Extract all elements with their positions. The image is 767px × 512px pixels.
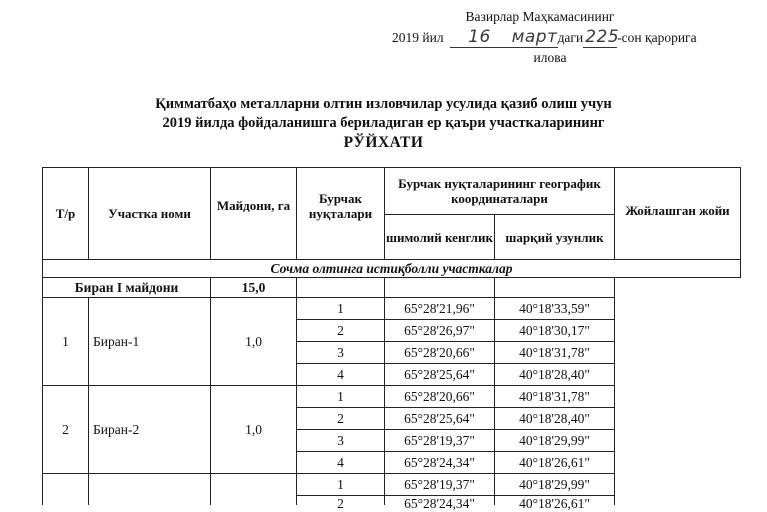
row-number: 1	[62, 334, 69, 349]
annex-day: 16	[450, 28, 510, 48]
row-area: 1,0	[245, 334, 262, 349]
point-number: 1	[337, 389, 344, 404]
annex-ministry: Вазирлар Маҳкамасининг	[465, 9, 615, 24]
col-header-coordinates: Бурчак нуқталарининг географик координаталари	[398, 176, 601, 206]
col-header-location: Жойлашган жойи	[625, 202, 730, 218]
col-header-longitude: шарқий узунлик	[505, 229, 604, 245]
point-number: 2	[337, 496, 344, 511]
point-number: 3	[337, 433, 344, 448]
point-longitude: 40°18'29,99"	[519, 477, 590, 492]
point-longitude: 40°18'28,40"	[519, 411, 590, 426]
section-title: Сочма олтинга истиқболли участкалар	[270, 261, 513, 276]
annex-year: 2019 йил	[392, 30, 444, 45]
point-longitude: 40°18'26,61"	[519, 496, 590, 511]
row-area: 1,0	[245, 422, 262, 437]
point-latitude: 65°28'19,37"	[404, 477, 475, 492]
annex-suffix: -сон қарорига	[617, 30, 697, 45]
point-longitude: 40°18'29,99"	[519, 433, 590, 448]
point-number: 2	[337, 323, 344, 338]
col-header-area: Майдони, га	[216, 197, 291, 213]
point-number: 4	[337, 455, 344, 470]
point-longitude: 40°18'31,78"	[519, 345, 590, 360]
point-latitude: 65°28'25,64"	[404, 411, 475, 426]
point-latitude: 65°28'20,66"	[404, 345, 475, 360]
col-header-latitude: шимолий кенглик	[386, 229, 493, 245]
row-site-name: Биран-2	[93, 422, 140, 437]
point-number: 1	[337, 477, 344, 492]
point-latitude: 65°28'24,34"	[404, 496, 475, 511]
point-latitude: 65°28'21,96"	[404, 301, 475, 316]
document-title-line2: 2019 йилда фойдаланишга бериладиган ер қаъри участкаларининг	[162, 115, 605, 131]
document-title-line1: Қимматбаҳо металларни олтин изловчилар усулида қазиб олиш учун	[155, 96, 612, 112]
row-number: 2	[62, 422, 69, 437]
point-longitude: 40°18'31,78"	[519, 389, 590, 404]
point-number: 2	[337, 411, 344, 426]
point-latitude: 65°28'19,37"	[404, 433, 475, 448]
point-number: 3	[337, 345, 344, 360]
annex-label: илова	[533, 50, 567, 65]
document-title-heading: РЎЙХАТИ	[343, 134, 424, 151]
point-number: 1	[337, 301, 344, 316]
point-longitude: 40°18'28,40"	[519, 367, 590, 382]
point-longitude: 40°18'33,59"	[519, 301, 590, 316]
annex-middle: даги	[557, 30, 584, 45]
point-latitude: 65°28'25,64"	[404, 367, 475, 382]
point-latitude: 65°28'24,34"	[404, 455, 475, 470]
annex-month: март	[511, 27, 558, 47]
annex-number: 225	[585, 27, 620, 47]
annex-resolution-line	[392, 27, 712, 48]
col-header-number: Т/р	[55, 206, 76, 221]
point-latitude: 65°28'20,66"	[404, 389, 475, 404]
point-longitude: 40°18'30,17"	[519, 323, 590, 338]
group-area: 15,0	[241, 280, 266, 295]
group-name: Биран I майдони	[74, 280, 179, 295]
point-number: 4	[337, 367, 344, 382]
row-site-name: Биран-1	[93, 334, 140, 349]
col-header-name: Участка номи	[108, 206, 191, 221]
point-longitude: 40°18'26,61"	[519, 455, 590, 470]
col-header-points: Бурчак нуқталари	[308, 191, 373, 221]
point-latitude: 65°28'26,97"	[404, 323, 475, 338]
